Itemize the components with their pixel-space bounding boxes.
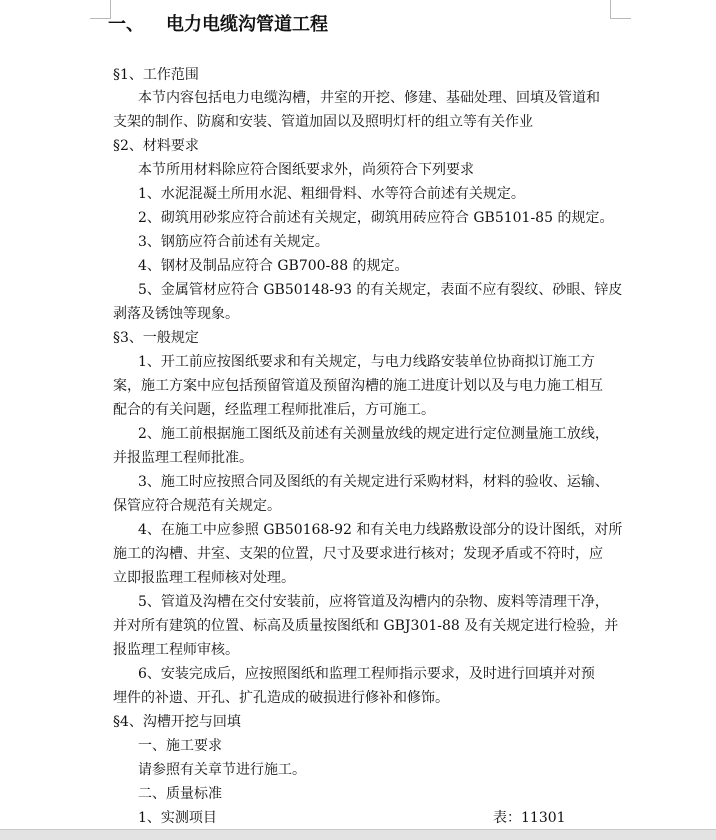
section-heading: §4、沟槽开挖与回填 [113, 714, 241, 730]
list-item: 2、施工前根据施工图纸及前述有关测量放线的规定进行定位测量施工放线， [138, 426, 609, 442]
list-item: 4、在施工中应参照 GB50168-92 和有关电力线路敷设部分的设计图纸，对所 [138, 522, 623, 538]
paragraph-line: 请参照有关章节进行施工。 [138, 762, 306, 778]
list-item: 1、开工前应按图纸要求和有关规定，与电力线路安装单位协商拟订施工方 [138, 354, 595, 370]
list-item: 3、钢筋应符合前述有关规定。 [138, 234, 329, 250]
page-bottom-edge [0, 829, 716, 840]
paragraph-line: 支架的制作、防腐和安装、管道加固以及照明灯杆的组立等有关作业 [113, 114, 533, 130]
paragraph-line: 施工的沟槽、井室、支架的位置，尺寸及要求进行核对；发现矛盾或不符时，应 [113, 546, 603, 562]
section-title-text: 电力电缆沟管道工程 [166, 14, 328, 35]
list-item: 3、施工时应按照合同及图纸的有关规定进行采购材料，材料的验收、运输、 [138, 474, 609, 490]
list-item: 6、安装完成后，应按照图纸和监理工程师指示要求，及时进行回填并对预 [138, 666, 595, 682]
paragraph-line: 立即报监理工程师核对处理。 [113, 570, 295, 586]
paragraph-line: 配合的有关问题，经监理工程师批准后，方可施工。 [113, 402, 435, 418]
paragraph-line: 报监理工程师审核。 [113, 642, 239, 658]
section-heading: §2、材料要求 [113, 138, 199, 154]
paragraph-line: 本节内容包括电力电缆沟槽，井室的开挖、修建、基础处理、回填及管道和 [138, 90, 600, 106]
list-item: 5、管道及沟槽在交付安装前，应将管道及沟槽内的杂物、废料等清理干净， [138, 594, 609, 610]
list-item: 2、砌筑用砂浆应符合前述有关规定，砌筑用砖应符合 GB5101-85 的规定。 [138, 210, 614, 226]
subsection-heading: 一、施工要求 [138, 738, 222, 754]
subsection-heading: 二、质量标准 [138, 786, 222, 802]
list-item: 1、水泥混凝土所用水泥、粗细骨料、水等符合前述有关规定。 [138, 186, 525, 202]
paragraph-line: 本节所用材料除应符合图纸要求外，尚须符合下列要求 [138, 162, 474, 178]
paragraph-line: 剥落及锈蚀等现象。 [113, 306, 239, 322]
list-item: 5、金属管材应符合 GB50148-93 的有关规定，表面不应有裂纹、砂眼、锌皮 [138, 282, 623, 298]
table-reference: 表：11301 [493, 810, 566, 826]
paragraph-line: 案，施工方案中应包括预留管道及预留沟槽的施工进度计划以及与电力施工相互 [113, 378, 603, 394]
section-heading: §1、工作范围 [113, 67, 199, 83]
section-heading: §3、一般规定 [113, 330, 199, 346]
page-corner-mark-right [610, 0, 631, 19]
paragraph-line: 埋件的补遗、开孔、扩孔造成的破损进行修补和修饰。 [113, 690, 449, 706]
paragraph-line: 保管应符合规范有关规定。 [113, 498, 281, 514]
paragraph-line: 并报监理工程师批准。 [113, 450, 253, 466]
section-title-number: 一、 [108, 14, 144, 35]
list-item: 1、实测项目 [138, 810, 217, 826]
section-title [108, 13, 328, 37]
paragraph-line: 并对所有建筑的位置、标高及质量按图纸和 GBJ301-88 及有关规定进行检验，并 [113, 618, 619, 634]
list-item: 4、钢材及制品应符合 GB700-88 的规定。 [138, 258, 409, 274]
